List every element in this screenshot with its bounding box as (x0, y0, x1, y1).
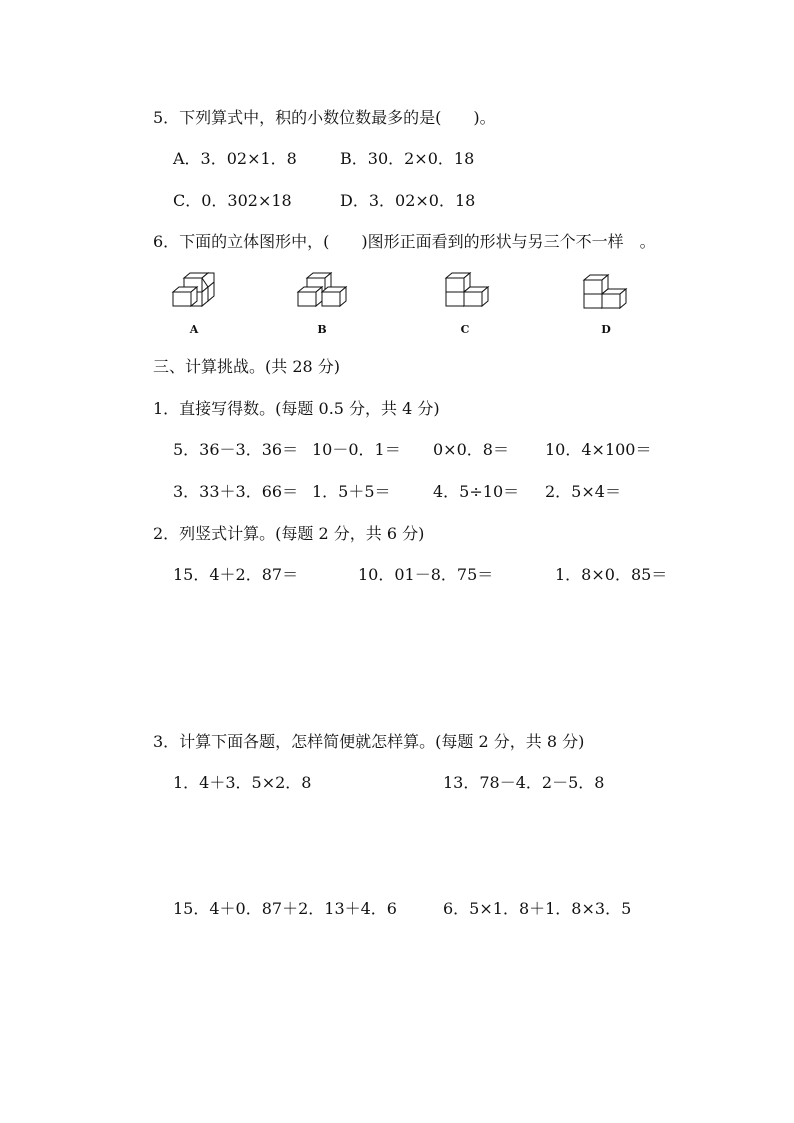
figure-d-label: D (601, 323, 611, 336)
q5-option-c[interactable]: C．0．302×18 (173, 191, 292, 210)
question-5-stem: 5．下列算式中，积的小数位数最多的是( )。 (153, 108, 496, 127)
figure-c[interactable] (440, 270, 496, 318)
q5-option-b[interactable]: B．30．2×0．18 (340, 149, 475, 168)
part-3-title: 3．计算下面各题，怎样简便就怎样算。(每题 2 分，共 8 分) (153, 732, 585, 751)
oral-calc-item: 3．33＋3．66＝ (173, 482, 299, 501)
vertical-calc-item: 1．8×0．85＝ (555, 565, 668, 584)
question-6-stem: 6．下面的立体图形中，( )图形正面看到的形状与另三个不一样 。 (153, 232, 656, 251)
oral-calc-item: 4．5÷10＝ (433, 482, 520, 501)
oral-calc-item: 10．4×100＝ (545, 440, 652, 459)
q5-option-d[interactable]: D．3．02×0．18 (340, 191, 476, 210)
oral-calc-item: 0×0．8＝ (433, 440, 509, 459)
figure-a-label: A (189, 323, 199, 336)
figure-c-label: C (460, 323, 470, 336)
q5-option-a[interactable]: A．3．02×1．8 (173, 149, 297, 168)
simplify-calc-item: 6．5×1．8＋1．8×3．5 (443, 899, 632, 918)
cube-figure-c-icon (440, 270, 496, 318)
oral-calc-item: 10－0．1＝ (312, 440, 401, 459)
oral-calc-item: 2．5×4＝ (545, 482, 621, 501)
simplify-calc-item: 1．4＋3．5×2．8 (173, 773, 312, 792)
simplify-calc-item: 13．78－4．2－5．8 (443, 773, 605, 792)
cube-figure-a-icon (170, 270, 220, 316)
figure-d[interactable] (580, 270, 636, 318)
vertical-calc-item: 10．01－8．75＝ (358, 565, 494, 584)
figure-b-label: B (317, 323, 327, 336)
cube-figure-b-icon (295, 270, 351, 316)
section-3-title: 三、计算挑战。(共 28 分) (153, 357, 341, 376)
part-1-title: 1．直接写得数。(每题 0.5 分，共 4 分) (153, 399, 440, 418)
figure-a[interactable] (170, 270, 220, 316)
oral-calc-item: 1．5＋5＝ (312, 482, 391, 501)
figure-b[interactable] (295, 270, 351, 316)
simplify-calc-item: 15．4＋0．87＋2．13＋4．6 (173, 899, 397, 918)
part-2-title: 2．列竖式计算。(每题 2 分，共 6 分) (153, 524, 425, 543)
vertical-calc-item: 15．4＋2．87＝ (173, 565, 299, 584)
cube-figure-d-icon (580, 270, 636, 318)
oral-calc-item: 5．36－3．36＝ (173, 440, 299, 459)
